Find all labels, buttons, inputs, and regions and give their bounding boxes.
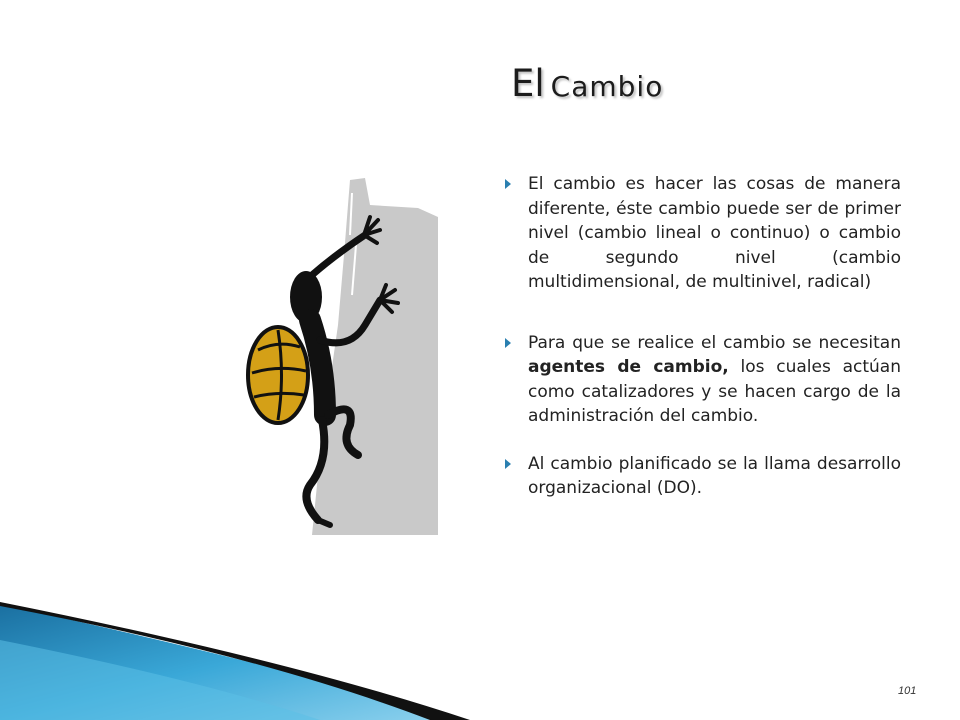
- backpack-icon: [248, 327, 308, 423]
- bullet-item: [501, 452, 901, 501]
- triangle-right-icon: [505, 338, 511, 348]
- bullet-list: [501, 172, 901, 524]
- footer-decoration: [0, 600, 960, 720]
- slide-title: [511, 62, 663, 105]
- bullet-item: [501, 172, 901, 295]
- bullet-text-before: Para que se realice el cambio se necesitan: [528, 332, 901, 353]
- bullet-text: Al cambio planificado se la llama desarrollo organizacional (DO).: [528, 453, 901, 498]
- bullet-text-after: los cuales actúan como catalizadores y se hacen cargo de la administración del cambio.: [528, 357, 901, 426]
- bullet-text: El cambio es hacer las cosas de manera diferente, éste cambio puede ser de primer nivel (cambio lineal o continuo) o cambio de segundo nivel (cambio multidimensional, de multinivel, radical): [528, 174, 901, 292]
- slide-title-part2: Cambio: [550, 70, 664, 103]
- triangle-right-icon: [505, 179, 511, 189]
- page-number: 101: [898, 685, 917, 697]
- rock-climber-illustration: [240, 175, 445, 540]
- bullet-item: [501, 331, 901, 429]
- slide-title-part1: El: [511, 62, 545, 105]
- bullet-text-bold: agentes de cambio,: [528, 357, 729, 377]
- triangle-right-icon: [505, 459, 511, 469]
